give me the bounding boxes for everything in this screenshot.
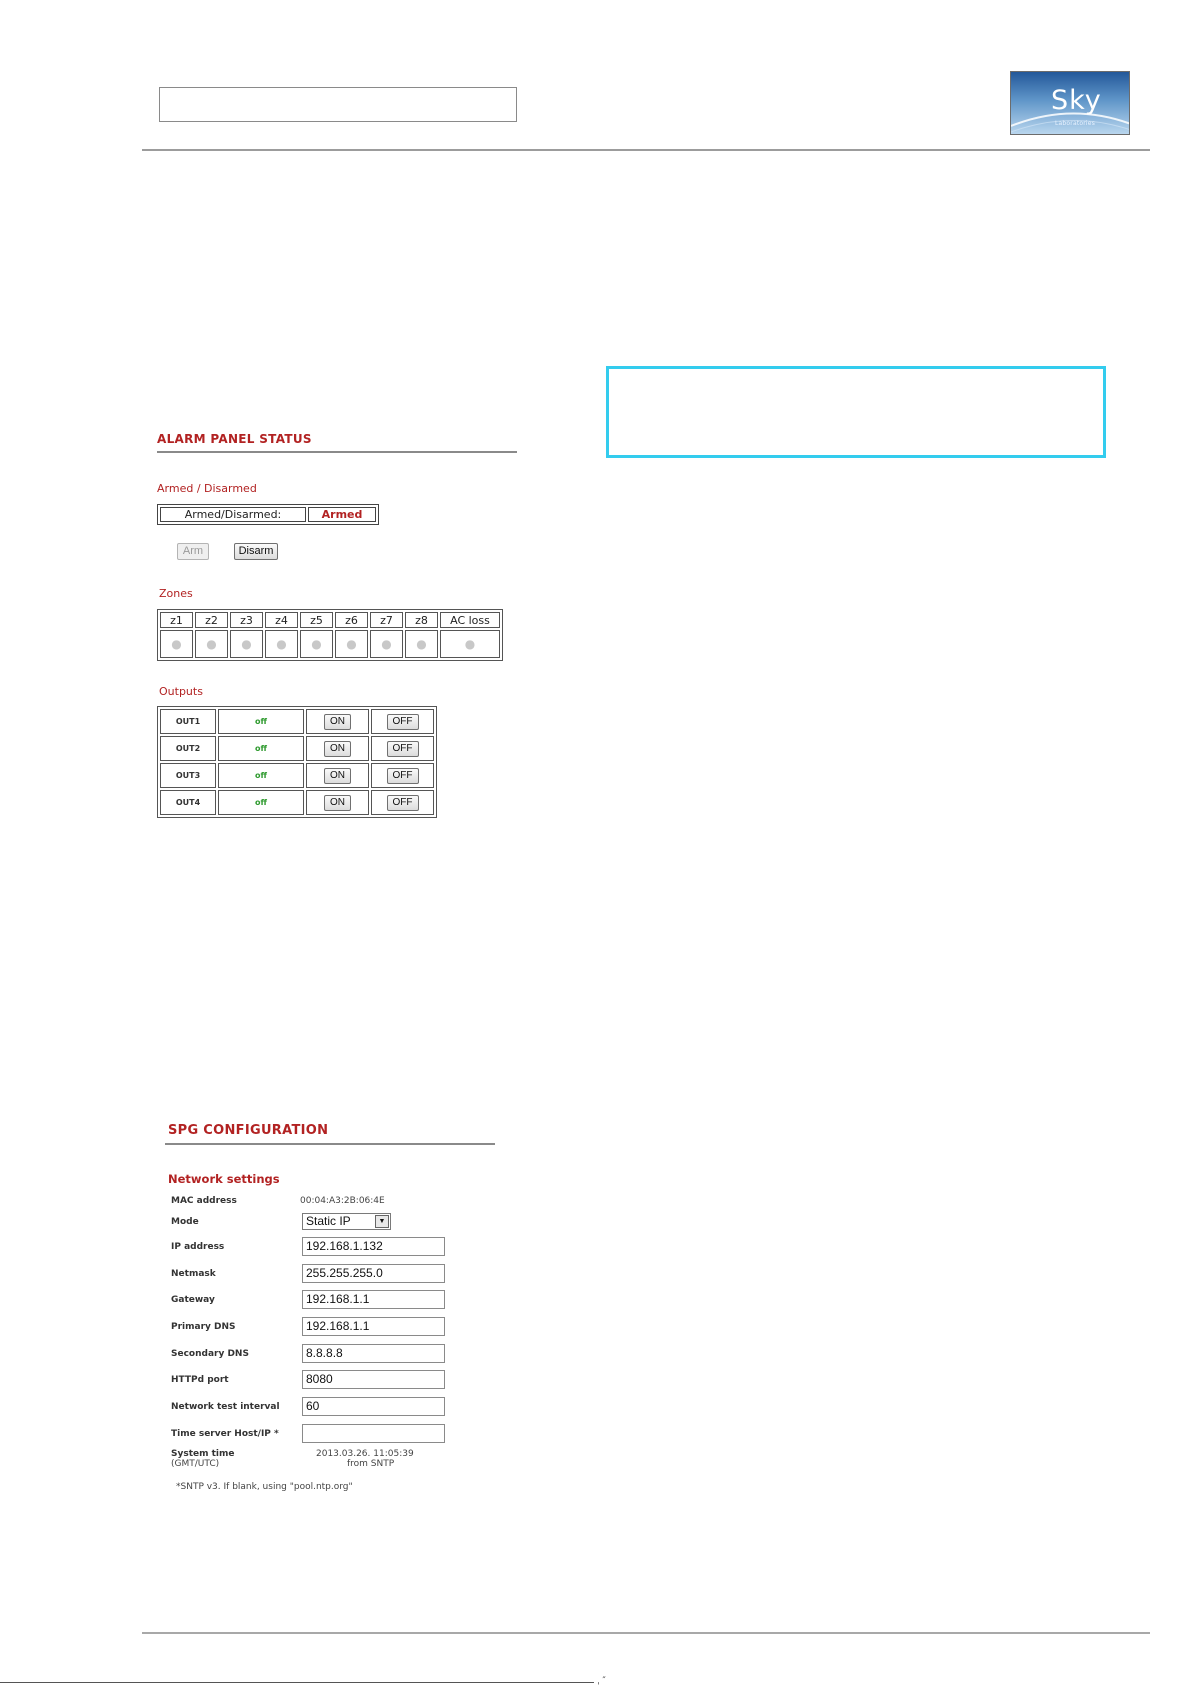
- output-state: off: [218, 763, 304, 788]
- zone-header-ac-loss: AC loss: [440, 612, 500, 628]
- zone-header-z7: z7: [370, 612, 403, 628]
- output-off-button[interactable]: OFF: [387, 714, 419, 730]
- system-time-label: System time: [171, 1449, 235, 1459]
- output-row: [160, 736, 434, 761]
- primary-dns-input[interactable]: 192.168.1.1: [302, 1317, 445, 1336]
- output-row: [160, 763, 434, 788]
- output-on-button[interactable]: ON: [324, 768, 351, 784]
- sntp-footnote: *SNTP v3. If blank, using "pool.ntp.org": [176, 1482, 353, 1492]
- output-row: [160, 709, 434, 734]
- primary-dns-label: Primary DNS: [171, 1322, 236, 1332]
- output-on-button[interactable]: ON: [324, 714, 351, 730]
- zone-header-z6: z6: [335, 612, 368, 628]
- system-time-sublabel: (GMT/UTC): [171, 1459, 220, 1469]
- mac-address-value: 00:04:A3:2B:06:4E: [300, 1196, 385, 1206]
- page-bottom-rule: [0, 1682, 594, 1683]
- dropdown-arrow-icon[interactable]: ▼: [375, 1215, 389, 1228]
- ip-address-input[interactable]: 192.168.1.132: [302, 1237, 445, 1256]
- mode-label: Mode: [171, 1217, 199, 1227]
- arm-button[interactable]: Arm: [177, 543, 209, 560]
- zone-header-z1: z1: [160, 612, 193, 628]
- armed-status-value: Armed: [308, 507, 376, 522]
- header-divider: [142, 149, 1150, 151]
- output-row: [160, 790, 434, 815]
- output-state: off: [218, 790, 304, 815]
- output-off-button[interactable]: OFF: [387, 795, 419, 811]
- alarm-panel-title-rule: [157, 451, 517, 453]
- alarm-panel-title: ALARM PANEL STATUS: [157, 432, 312, 446]
- mac-address-label: MAC address: [171, 1196, 237, 1206]
- output-name: OUT3: [160, 763, 216, 788]
- disarm-button[interactable]: Disarm: [234, 543, 278, 560]
- zone-indicator-z8: ●: [405, 630, 438, 658]
- zone-indicator-z3: ●: [230, 630, 263, 658]
- armed-status-table: [157, 504, 379, 525]
- output-on-button[interactable]: ON: [324, 795, 351, 811]
- note-box: [606, 366, 1106, 458]
- netmask-input[interactable]: 255.255.255.0: [302, 1264, 445, 1283]
- zone-header-z3: z3: [230, 612, 263, 628]
- time-server-label: Time server Host/IP *: [171, 1429, 279, 1439]
- zone-indicator-z5: ●: [300, 630, 333, 658]
- zones-title: Zones: [159, 587, 193, 600]
- outputs-table: [157, 706, 437, 818]
- spg-config-title-rule: [165, 1143, 495, 1145]
- gateway-input[interactable]: 192.168.1.1: [302, 1290, 445, 1309]
- network-test-interval-input[interactable]: 60: [302, 1397, 445, 1416]
- gateway-label: Gateway: [171, 1295, 215, 1305]
- spg-config-title: SPG CONFIGURATION: [168, 1123, 329, 1138]
- page-bottom-mark: ˌ″: [596, 1676, 607, 1686]
- zone-header-z2: z2: [195, 612, 228, 628]
- zones-table: [157, 609, 503, 661]
- system-time-value: 2013.03.26. 11:05:39: [316, 1449, 414, 1459]
- mode-select-value: Static IP: [306, 1214, 351, 1228]
- time-server-input[interactable]: [302, 1424, 445, 1443]
- ip-address-label: IP address: [171, 1242, 225, 1252]
- network-test-interval-label: Network test interval: [171, 1402, 280, 1412]
- output-name: OUT4: [160, 790, 216, 815]
- httpd-port-input[interactable]: 8080: [302, 1370, 445, 1389]
- outputs-title: Outputs: [159, 685, 203, 698]
- zone-header-z4: z4: [265, 612, 298, 628]
- mode-select[interactable]: [302, 1213, 391, 1230]
- logo-subtext: Laboratories: [1055, 120, 1096, 127]
- zone-indicator-z1: ●: [160, 630, 193, 658]
- armed-section-title: Armed / Disarmed: [157, 482, 257, 495]
- zone-indicator-z2: ●: [195, 630, 228, 658]
- logo-text: Sky: [1051, 85, 1102, 116]
- zone-indicator-ac-loss: ●: [440, 630, 500, 658]
- footer-divider: [142, 1632, 1150, 1634]
- output-state: off: [218, 736, 304, 761]
- sky-laboratories-logo: [1010, 71, 1130, 135]
- zone-indicator-z6: ●: [335, 630, 368, 658]
- system-time-source: from SNTP: [347, 1459, 395, 1469]
- output-off-button[interactable]: OFF: [387, 741, 419, 757]
- network-settings-title: Network settings: [168, 1172, 280, 1186]
- output-name: OUT1: [160, 709, 216, 734]
- zone-indicator-z4: ●: [265, 630, 298, 658]
- netmask-label: Netmask: [171, 1269, 216, 1279]
- httpd-port-label: HTTPd port: [171, 1375, 229, 1385]
- output-name: OUT2: [160, 736, 216, 761]
- zone-indicator-z7: ●: [370, 630, 403, 658]
- output-on-button[interactable]: ON: [324, 741, 351, 757]
- header-text-box: [159, 87, 517, 122]
- secondary-dns-input[interactable]: 8.8.8.8: [302, 1344, 445, 1363]
- output-off-button[interactable]: OFF: [387, 768, 419, 784]
- armed-status-label: Armed/Disarmed:: [160, 507, 306, 522]
- secondary-dns-label: Secondary DNS: [171, 1349, 249, 1359]
- output-state: off: [218, 709, 304, 734]
- zone-header-z8: z8: [405, 612, 438, 628]
- zone-header-z5: z5: [300, 612, 333, 628]
